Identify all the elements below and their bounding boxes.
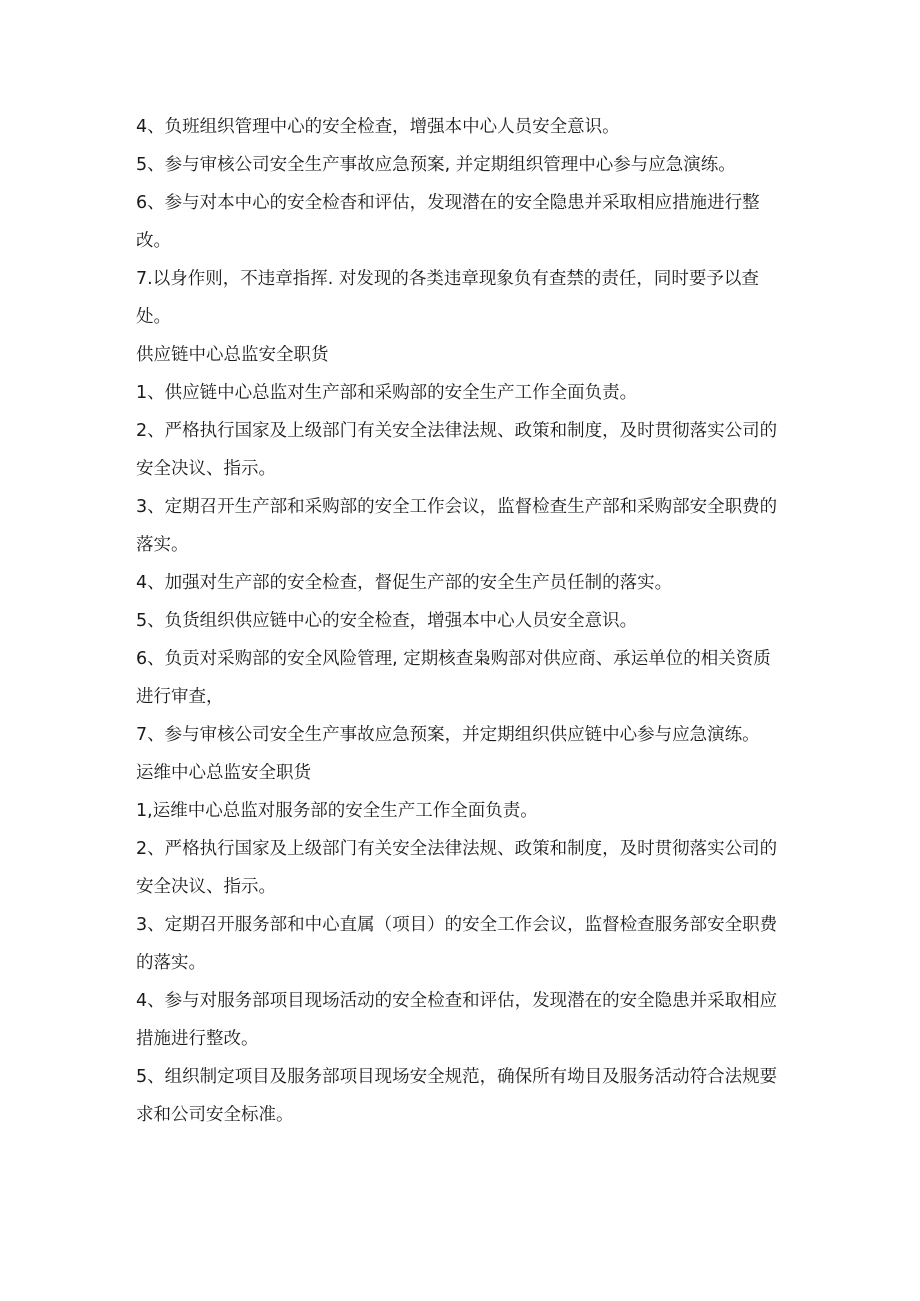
list-item: 2、严格执行国家及上级部门有关安全法律法规、政策和制度，及时贯彻落实公司的安全决议、指示。 — [136, 839, 778, 897]
list-item: 7.以身作则，不违章指挥. 对发现的各类违章现象负有查禁的责任，同时要予以查处。 — [136, 269, 759, 327]
list-item: 6、负贡对采购部的安全风险管理, 定期核查枭购部对供应商、承运单位的相关资质进行审查， — [136, 649, 771, 707]
list-item: 1、供应链中心总监对生产部和采购部的安全生产工作全面负责。 — [136, 383, 638, 403]
list-item: 3、定期召开服务部和中心直属（项目）的安全工作会议，监督检查服务部安全职费的落实。 — [136, 915, 778, 973]
list-item: 4、负班组织管理中心的安全检查，增强本中心人员安全意识。 — [136, 117, 620, 137]
section-heading: 供应链中心总监安全职货 — [136, 345, 329, 365]
section-heading: 运维中心总监安全职货 — [136, 763, 311, 783]
list-item: 4、参与对服务部项目现场活动的安全检查和评估，发现潜在的安全隐患并采取相应措施进行整改。 — [136, 991, 778, 1049]
list-item: 2、严格执行国家及上级部门有关安全法律法规、政策和制度，及时贯彻落实公司的安全决议、指示。 — [136, 421, 778, 479]
list-item: 6、参与对本中心的安全检杳和评估，发现潜在的安全隐患并采取相应措施进行整改。 — [136, 193, 760, 251]
list-item: 3、定期召开生产部和采购部的安全工作会议，监督检查生产部和采购部安全职费的落实。 — [136, 497, 778, 555]
list-item: 4、加强对生产部的安全检查，督促生产部的安全生产员任制的落实。 — [136, 573, 673, 593]
list-item: 5、组织制定项目及服务部项目现场安全规范，确保所有坳目及服务活动符合法规要求和公司安全标准。 — [136, 1067, 778, 1125]
list-item: 5、参与审核公司安全生产事故应急预案, 并定期组织管理中心参与应急演练。 — [136, 155, 736, 175]
list-item: 5、负货组织供应链中心的安全检查，增强本中心人员安全意识。 — [136, 611, 638, 631]
list-item: 7、参与审核公司安全生产事故应急预案，并定期组织供应链中心参与应急演练。 — [136, 725, 760, 745]
list-item: 1,运维中心总监对服务部的安全生产工作全面负责。 — [136, 801, 538, 821]
document-body — [136, 108, 786, 1134]
